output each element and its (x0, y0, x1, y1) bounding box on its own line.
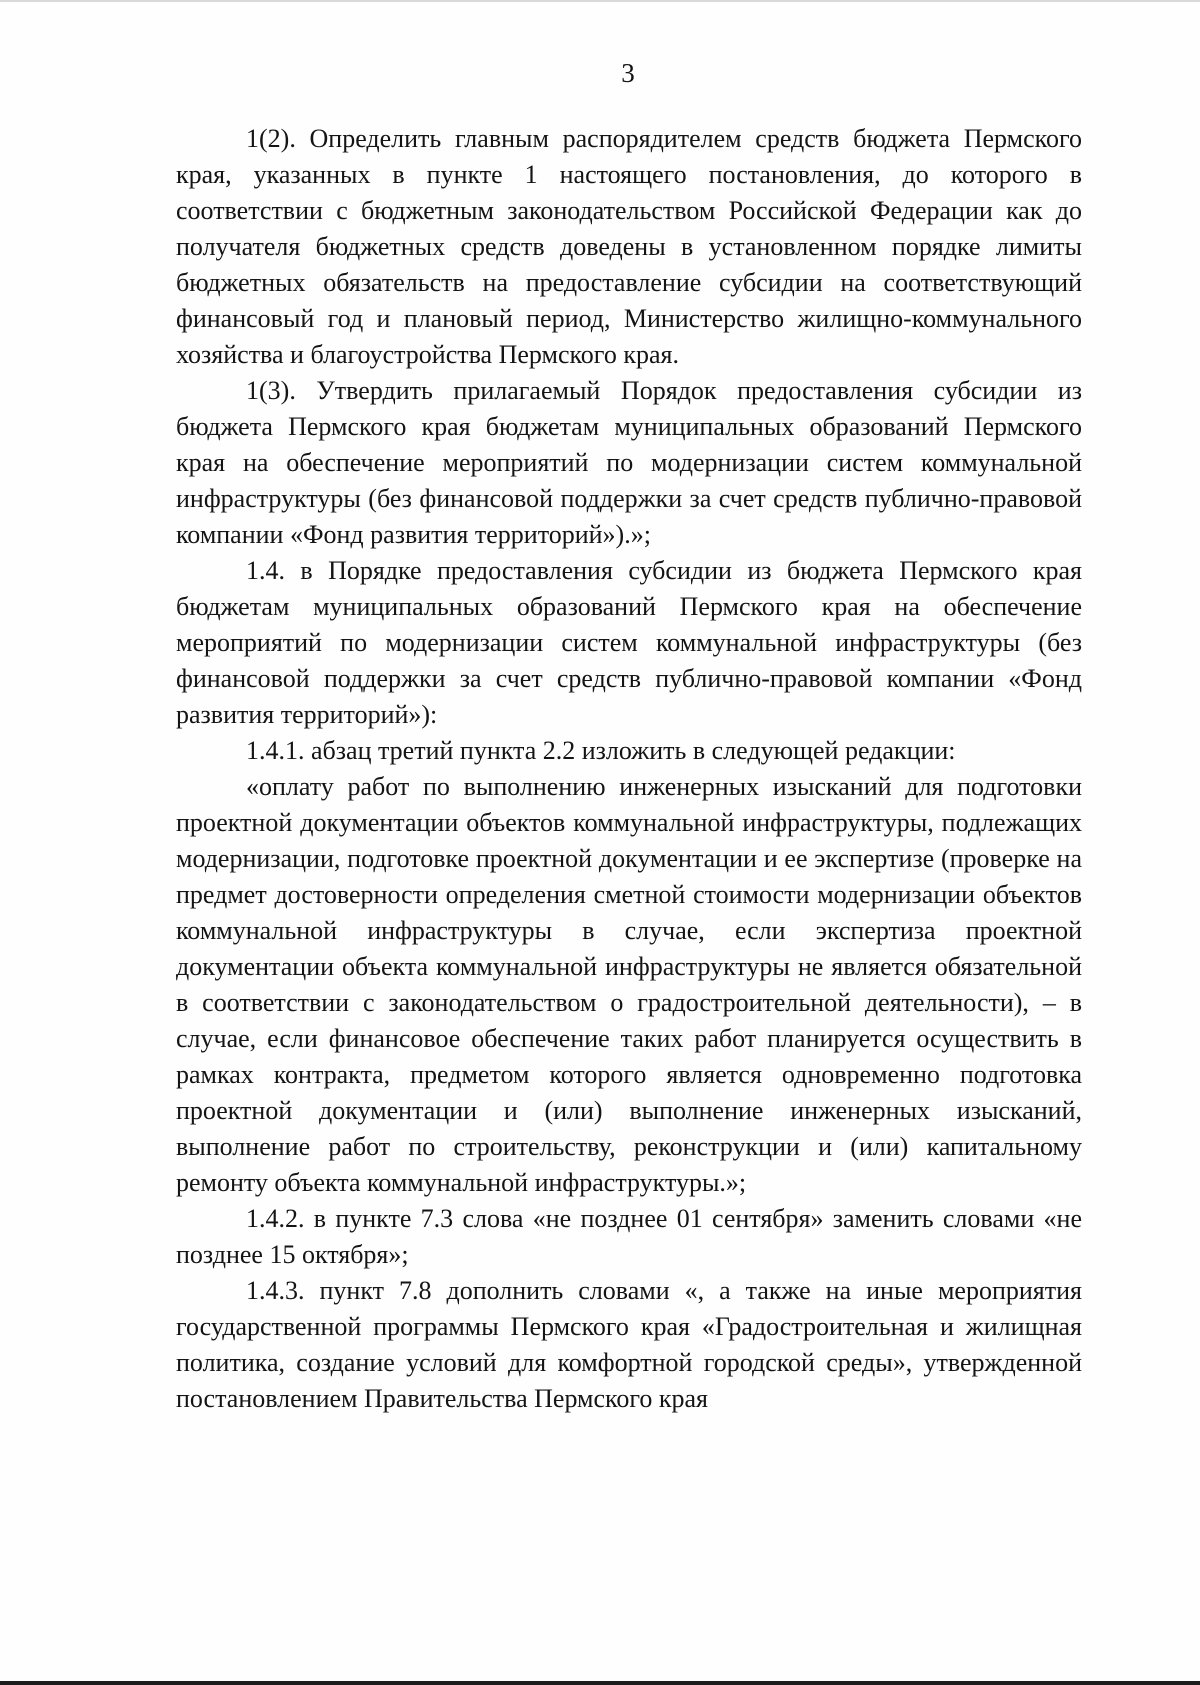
scan-edge-top (0, 0, 1200, 2)
page-number: 3 (621, 58, 635, 88)
paragraph-1-2: 1(2). Определить главным распорядителем средств бюджета Пермского края, указанных в пункте 1 настоящего постановления, до которого в соответствии с бюджетным законодательством Российской Федерации как до получателя бюджетных средств доведены в установленном порядке лимиты бюджетных обязательств на предоставление субсидии на соответствующий финансовый год и плановый период, Министерство жилищно-коммунального хозяйства и благоустройства Пермского края. (176, 124, 1082, 369)
scan-edge-bottom (0, 1681, 1200, 1685)
paragraph-quoted-amendment: «оплату работ по выполнению инженерных изысканий для подготовки проектной документации объектов коммунальной инфраструктуры, подлежащих модернизации, подготовке проектной документации и ее экспертизе (проверке на предмет достоверности определения сметной стоимости модернизации объектов коммунальной инфраструктуры в случае, если экспертиза проектной документации объекта коммунальной инфраструктуры не является обязательной в соответствии с законодательством о градостроительной деятельности), – в случае, если финансовое обеспечение таких работ планируется осуществить в рамках контракта, предметом которого является одновременно подготовка проектной документации и (или) выполнение инженерных изысканий, выполнение работ по строительству, реконструкции и (или) капитальному ремонту объекта коммунальной инфраструктуры.»; (176, 772, 1082, 1197)
paragraph-1-4-2: 1.4.2. в пункте 7.3 слова «не позднее 01 сентября» заменить словами «не позднее 15 октября»; (176, 1204, 1082, 1269)
paragraph-1-4-1: 1.4.1. абзац третий пункта 2.2 изложить в следующей редакции: (246, 736, 956, 765)
paragraph-1-4-3: 1.4.3. пункт 7.8 дополнить словами «, а также на иные мероприятия государственной программы Пермского края «Градостроительная и жилищная политика, создание условий для комфортной городской среды», утвержденной постановлением Правительства Пермского края (176, 1276, 1082, 1413)
document-body (176, 121, 1082, 1417)
paragraph-1-4: 1.4. в Порядке предоставления субсидии из бюджета Пермского края бюджетам муниципальных образований Пермского края на обеспечение мероприятий по модернизации систем коммунальной инфраструктуры (без финансовой поддержки за счет средств публично-правовой компании «Фонд развития территорий»): (176, 556, 1082, 729)
paragraph-1-3: 1(3). Утвердить прилагаемый Порядок предоставления субсидии из бюджета Пермского края бюджетам муниципальных образований Пермского края на обеспечение мероприятий по модернизации систем коммунальной инфраструктуры (без финансовой поддержки за счет средств публично-правовой компании «Фонд развития территорий»).»; (176, 376, 1082, 549)
